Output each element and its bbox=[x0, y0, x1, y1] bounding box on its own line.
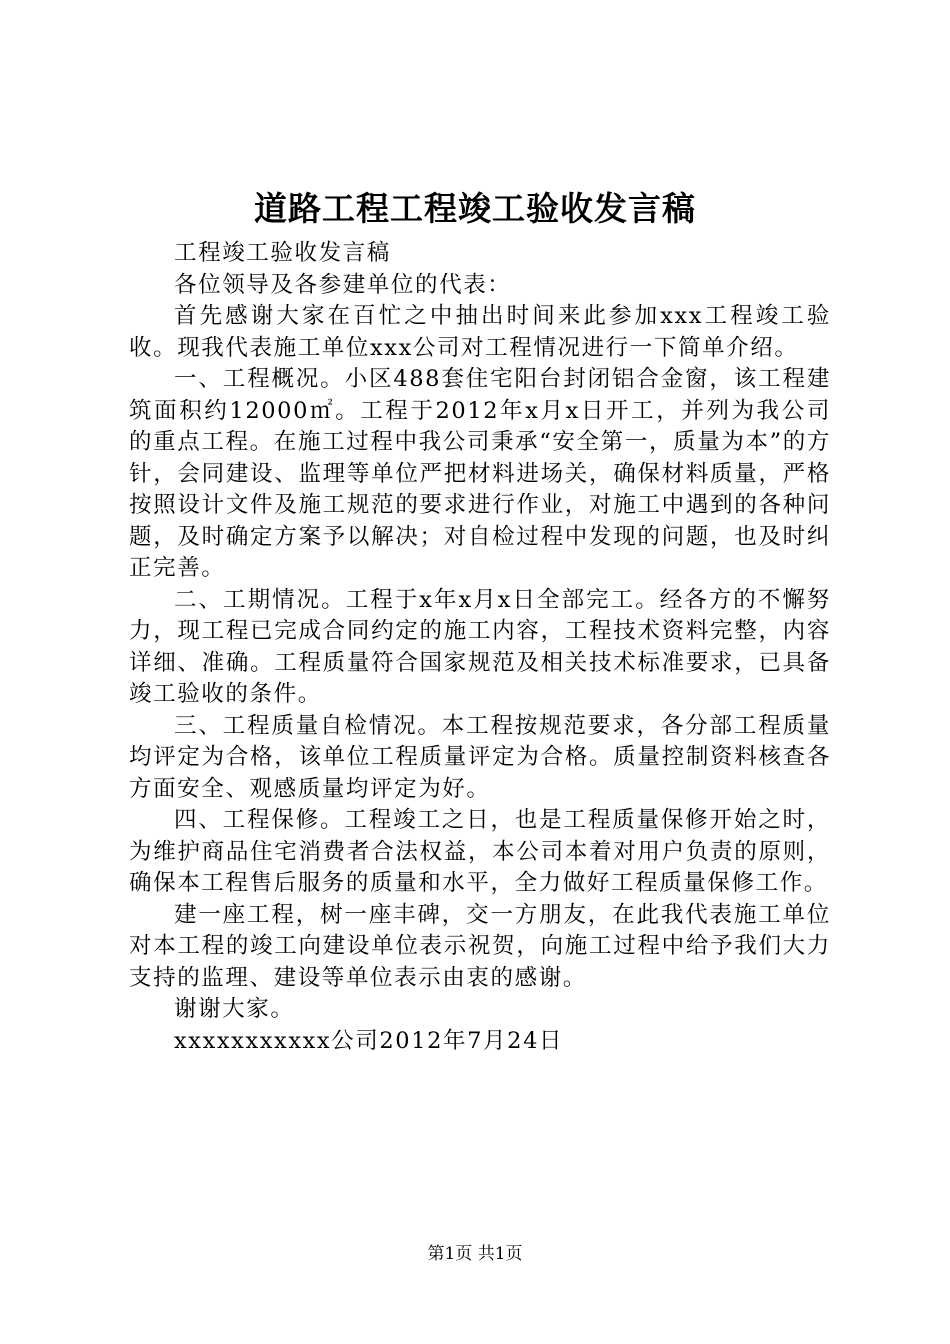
warranty-paragraph: 四、工程保修。工程竣工之日，也是工程质量保修开始之时，为维护商品住宅消费者合法权益，本公司本着对用户负责的原则，确保本工程售后服务的质量和水平，全力做好工程质量保修工作。 bbox=[129, 807, 831, 896]
schedule-paragraph: 二、工期情况。工程于x年x月x日全部完工。经各方的不懈努力，现工程已完成合同约定的施工内容，工程技术资料完整，内容详细、准确。工程质量符合国家规范及相关技术标准要求，已具备竣工验收的条件。 bbox=[129, 586, 831, 707]
overview-paragraph: 一、工程概况。小区488套住宅阳台封闭铝合金窗，该工程建筑面积约12000㎡。工程于2012年x月x日开工，并列为我公司的重点工程。在施工过程中我公司秉承“安全第一，质量为本”的方针，会同建设、监理等单位严把材料进场关，确保材料质量，严格按照设计文件及施工规范的要求进行作业，对施工中遇到的各种问题，及时确定方案予以解决；对自检过程中发现的问题，也及时纠正完善。 bbox=[129, 366, 831, 581]
signature-line: xxxxxxxxxxx公司2012年7月24日 bbox=[174, 1027, 564, 1054]
subtitle-paragraph: 工程竣工验收发言稿 bbox=[174, 240, 391, 266]
page-number-footer: 第1页 共1页 bbox=[427, 1244, 523, 1264]
intro-paragraph: 首先感谢大家在百忙之中抽出时间来此参加xxx工程竣工验收。现我代表施工单位xxx公司对工程情况进行一下简单介绍。 bbox=[129, 303, 831, 361]
salutation-paragraph: 各位领导及各参建单位的代表： bbox=[174, 271, 512, 298]
document-title: 道路工程工程竣工验收发言稿 bbox=[254, 189, 696, 228]
closing-paragraph: 建一座工程，树一座丰碑，交一方朋友，在此我代表施工单位对本工程的竣工向建设单位表示祝贺，向施工过程中给予我们大力支持的监理、建设等单位表示由衷的感谢。 bbox=[129, 901, 831, 991]
thanks-paragraph: 谢谢大家。 bbox=[174, 996, 295, 1022]
quality-paragraph: 三、工程质量自检情况。本工程按规范要求，各分部工程质量均评定为合格，该单位工程质量评定为合格。质量控制资料核查各方面安全、观感质量均评定为好。 bbox=[129, 712, 831, 802]
document-body bbox=[129, 238, 831, 1057]
